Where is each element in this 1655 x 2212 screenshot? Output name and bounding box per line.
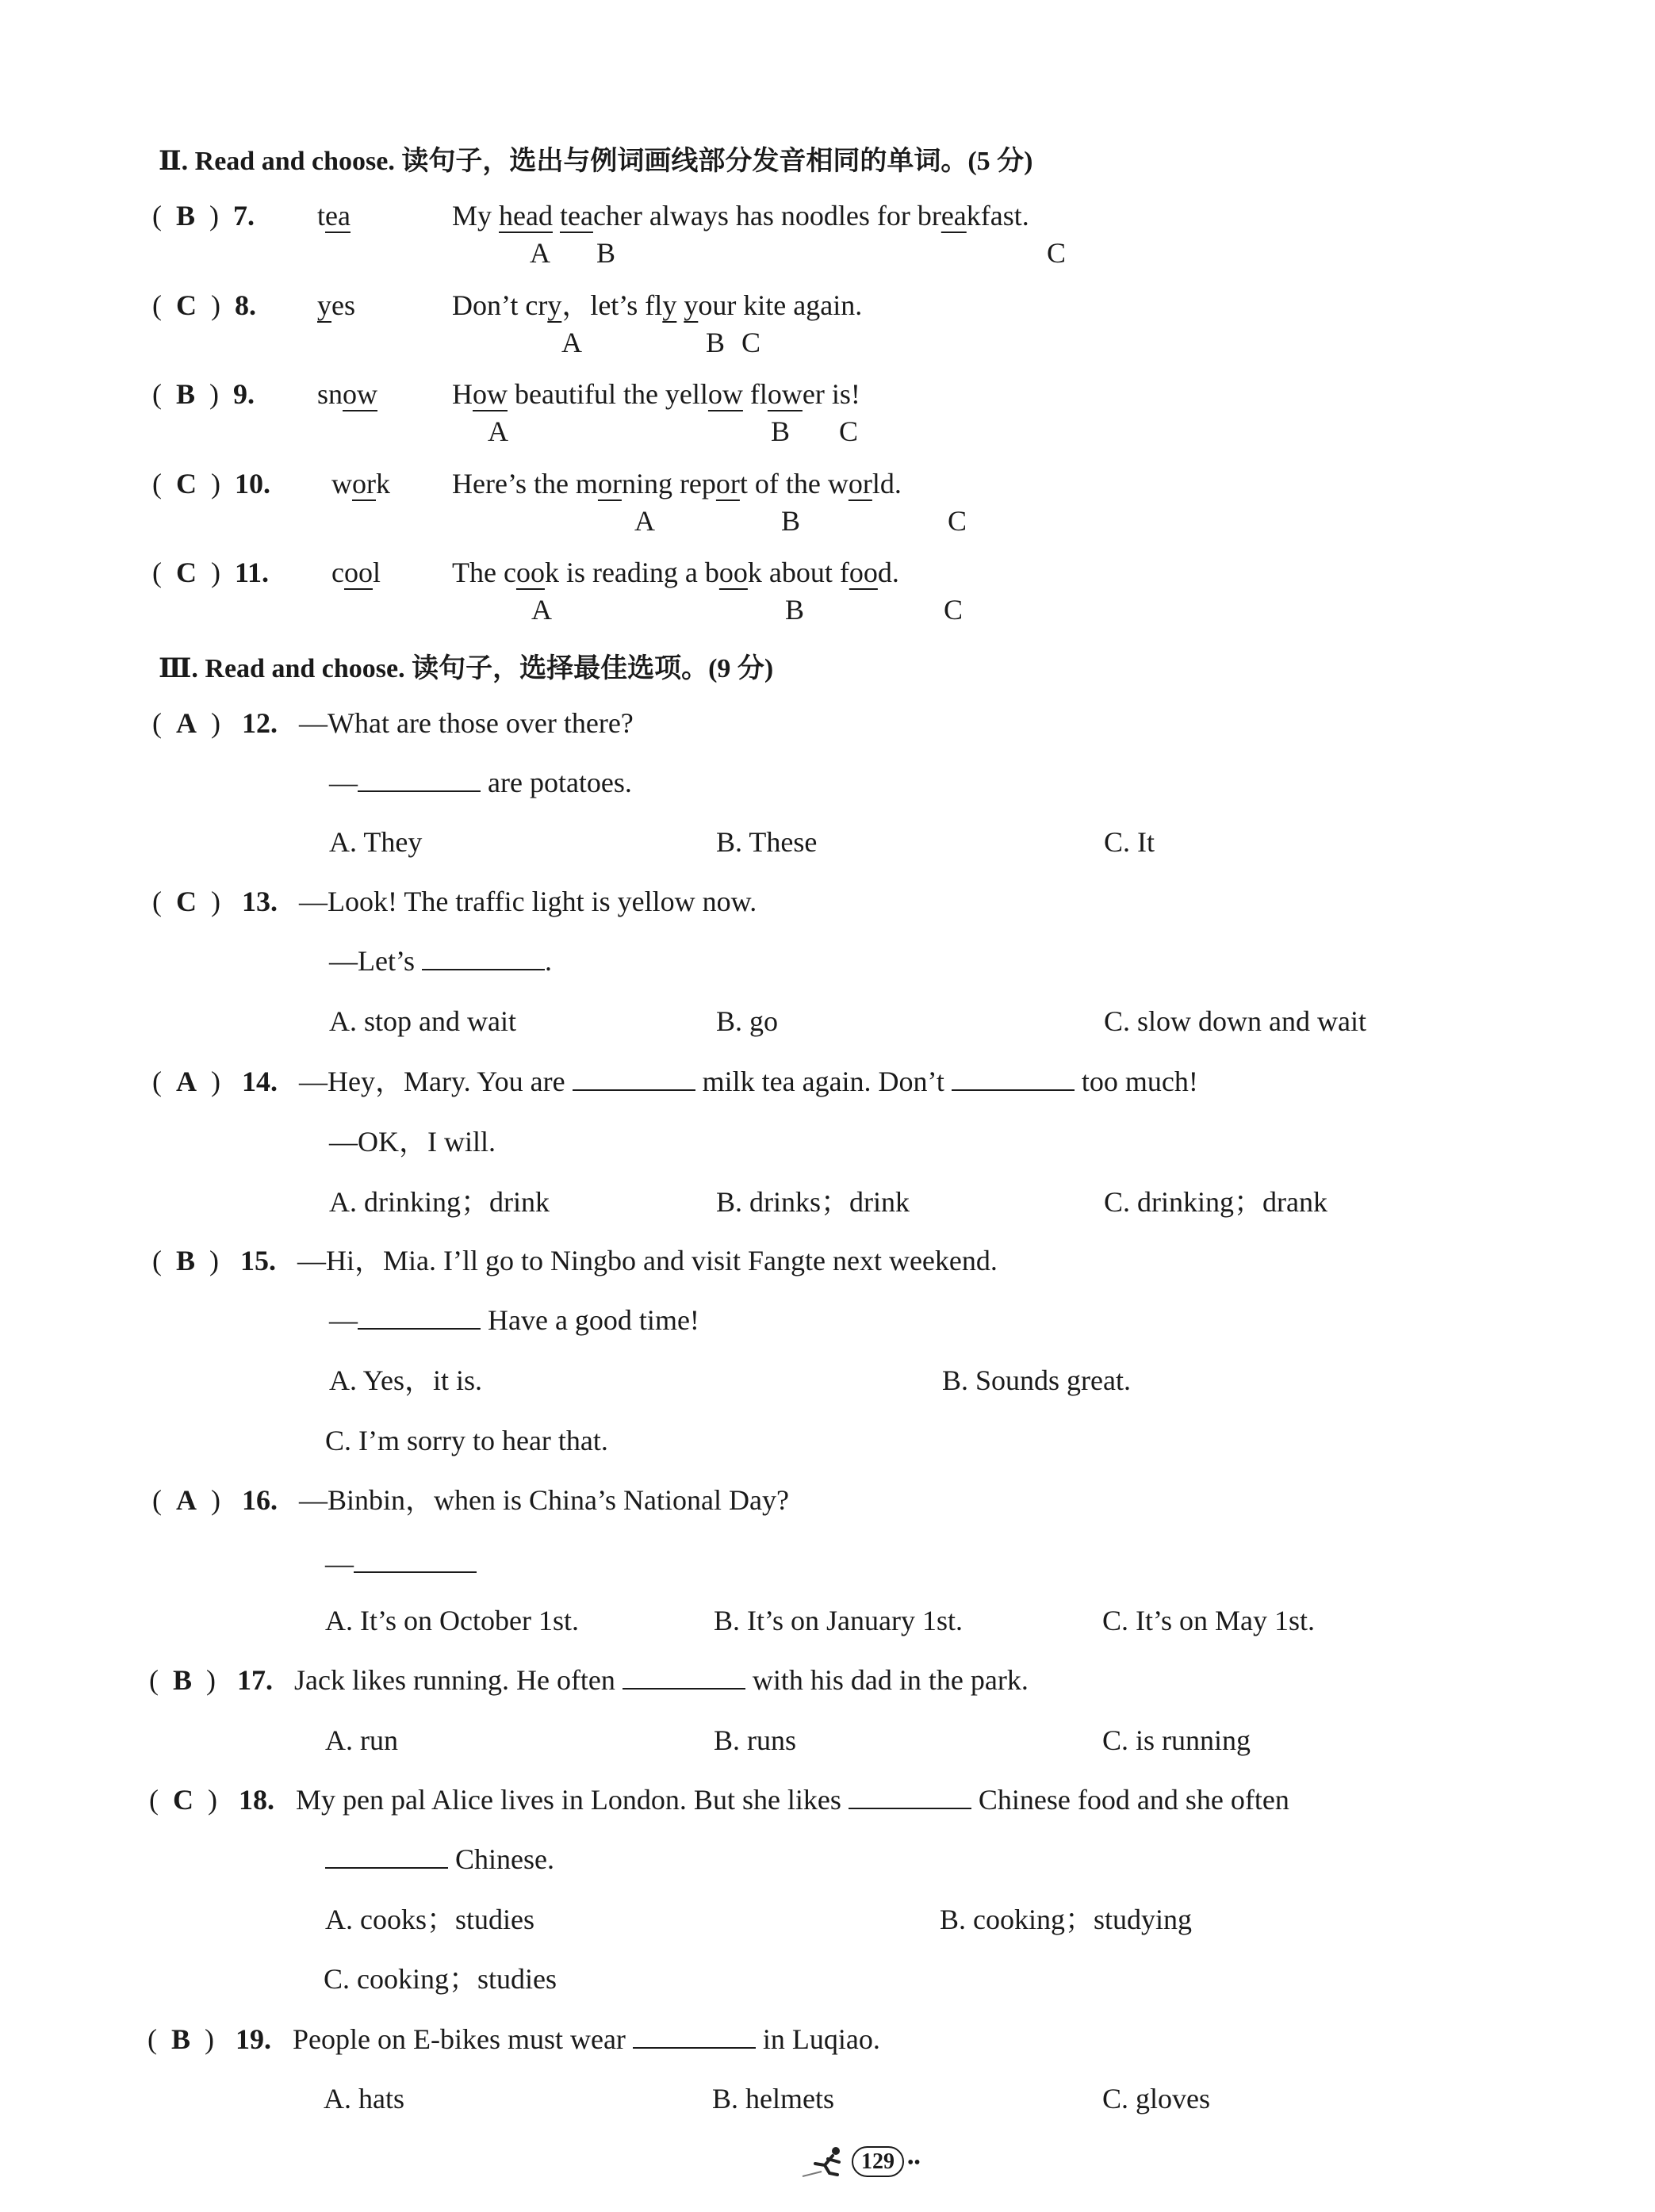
option-b: B. drinks；drink	[716, 1186, 910, 1218]
page-number: 129	[852, 2146, 904, 2177]
question-13: ( C ) 13. —Look! The traffic light is yellow now.	[152, 886, 757, 917]
answer: C	[176, 886, 197, 917]
sentence: My head teacher always has noodles for breakfast.	[452, 200, 1029, 232]
section-3-title: Ⅲ. Read and choose. 读句子，选择最佳选项。(9 分)	[159, 654, 774, 683]
underlined-part: tea	[559, 200, 593, 232]
option-label-c: C	[948, 505, 967, 537]
blank	[573, 1066, 695, 1091]
option-a: A. They	[329, 826, 423, 858]
option-a: A. cooks；studies	[325, 1904, 534, 1935]
question-16: ( A ) 16. —Binbin，when is China’s National Day?	[152, 1484, 789, 1516]
answer: C	[173, 1784, 193, 1816]
option-c: C. is running	[1102, 1724, 1251, 1756]
example-word: yes	[317, 289, 355, 321]
underlined-part: y	[547, 289, 562, 321]
option-label-c: C	[1047, 237, 1067, 269]
question-12-line2: — are potatoes.	[329, 767, 632, 798]
option-label-c: C	[741, 327, 761, 358]
option-label-b: B	[771, 415, 791, 447]
option-c: C. It	[1104, 826, 1155, 858]
underlined-part: or	[848, 468, 872, 499]
option-b: B. cooking；studying	[940, 1904, 1193, 1935]
option-a: A. It’s on October 1st.	[325, 1605, 579, 1636]
question-line: —Look! The traffic light is yellow now.	[299, 886, 757, 917]
example-word: work	[331, 468, 390, 499]
option-label-b: B	[596, 237, 616, 269]
answer: A	[176, 1066, 197, 1097]
option-c: C. It’s on May 1st.	[1102, 1605, 1316, 1636]
underlined-part: oo	[849, 557, 878, 588]
option-label-a: A	[531, 594, 552, 626]
runner-logo-icon	[801, 2145, 849, 2179]
question-18-line2: Chinese.	[325, 1842, 554, 1877]
answer: C	[176, 557, 197, 588]
option-label-c: C	[944, 594, 964, 626]
option-a: A. run	[325, 1724, 398, 1756]
option-c: C. drinking；drank	[1104, 1186, 1327, 1218]
underlined-part: ow	[767, 378, 803, 410]
option-label-a: A	[634, 505, 655, 537]
question-17: ( B ) 17. Jack likes running. He often with his dad in the park.	[149, 1664, 1029, 1696]
option-c: C. slow down and wait	[1104, 1005, 1366, 1037]
question-13-line2: —Let’s .	[329, 945, 552, 977]
option-a: A. Yes，it is.	[329, 1364, 483, 1396]
underlined-part: oo	[515, 557, 545, 588]
example-word: snow	[317, 378, 378, 410]
sentence: Don’t cry，let’s fly your kite again.	[452, 289, 863, 321]
answer: B	[173, 1664, 193, 1696]
example-word: cool	[331, 557, 381, 588]
underlined-part: oo	[718, 557, 748, 588]
blank	[422, 945, 545, 970]
underlined-part: ea	[941, 200, 967, 232]
question-15-line2: — Have a good time!	[329, 1304, 699, 1336]
blank	[623, 1664, 745, 1690]
option-label-a: A	[488, 415, 508, 447]
option-a: A. hats	[324, 2083, 404, 2114]
section-2-question: ( C ) 11.	[152, 557, 270, 588]
question-18: ( C ) 18. My pen pal Alice lives in London. But she likes Chinese food and she often	[149, 1784, 1289, 1816]
option-label-b: B	[781, 505, 801, 537]
underlined-part: ea	[325, 200, 351, 232]
blank	[633, 2023, 756, 2049]
option-label-a: A	[561, 327, 582, 358]
answer: A	[176, 707, 197, 739]
blank	[952, 1066, 1075, 1091]
option-b: B. runs	[714, 1724, 797, 1756]
underlined-part: head	[499, 200, 553, 232]
option-a: A. stop and wait	[329, 1005, 516, 1037]
blank	[358, 767, 481, 792]
answer: C	[176, 468, 197, 499]
answer: B	[171, 2023, 191, 2055]
question-number: 11.	[235, 557, 270, 588]
option-c: C. cooking；studies	[324, 1963, 557, 1995]
question-number: 7.	[233, 200, 255, 232]
underlined-part: or	[352, 468, 376, 499]
question-number: 8.	[235, 289, 256, 321]
blank	[354, 1548, 477, 1573]
question-14: ( A ) 14. —Hey，Mary. You are milk tea again. Don’t too much!	[152, 1066, 1198, 1097]
option-label-c: C	[839, 415, 859, 447]
answer: C	[176, 289, 197, 321]
option-label-b: B	[706, 327, 726, 358]
section-2-question: ( C ) 10.	[152, 468, 270, 499]
question-number: 9.	[233, 378, 255, 410]
option-b: B. These	[716, 826, 818, 858]
example-word: tea	[317, 200, 351, 232]
section-2-question: ( B ) 9.	[152, 378, 255, 410]
answer: B	[176, 378, 196, 410]
underlined-part: ow	[707, 378, 743, 410]
answer: B	[176, 1245, 196, 1276]
underlined-part: y	[684, 289, 699, 321]
underlined-part: y	[317, 289, 331, 321]
underlined-part: oo	[343, 557, 373, 588]
blank	[849, 1784, 971, 1809]
option-b: B. go	[716, 1005, 779, 1037]
underlined-part: or	[597, 468, 622, 499]
option-b: B. Sounds great.	[942, 1364, 1131, 1396]
question-number: 10.	[235, 468, 270, 499]
section-2-title: Ⅱ. Read and choose. 读句子，选出与例词画线部分发音相同的单词。(5 分)	[159, 147, 1033, 176]
question-16-line2: —	[325, 1546, 477, 1581]
option-label-a: A	[530, 237, 550, 269]
question-15: ( B ) 15. —Hi，Mia. I’ll go to Ningbo and visit Fangte next weekend.	[152, 1245, 998, 1276]
blank	[325, 1843, 448, 1869]
question-14-line2: —OK，I will.	[329, 1126, 496, 1158]
page-footer	[801, 2145, 921, 2186]
sentence: The cook is reading a book about food.	[452, 557, 899, 588]
underlined-part: ow	[473, 378, 508, 410]
underlined-part: y	[662, 289, 677, 321]
option-b: B. helmets	[712, 2083, 834, 2114]
answer: B	[176, 200, 196, 232]
option-c: C. gloves	[1102, 2083, 1211, 2114]
option-c: C. I’m sorry to hear that.	[325, 1425, 608, 1456]
blank	[358, 1304, 481, 1330]
question-line: —What are those over there?	[299, 707, 634, 739]
sentence: Here’s the morning report of the world.	[452, 468, 902, 499]
question-line: —Binbin，when is China’s National Day?	[299, 1484, 789, 1516]
option-label-b: B	[785, 594, 805, 626]
question-line: —Hi，Mia. I’ll go to Ningbo and visit Fangte next weekend.	[297, 1245, 998, 1276]
option-b: B. It’s on January 1st.	[714, 1605, 963, 1636]
question-12: ( A ) 12. —What are those over there?	[152, 707, 634, 739]
footer-dots: ••	[907, 2153, 921, 2173]
underlined-part: or	[715, 468, 740, 499]
question-19: ( B ) 19. People on E-bikes must wear in Luqiao.	[147, 2023, 880, 2055]
sentence: How beautiful the yellow flower is!	[452, 378, 860, 410]
section-2-question: ( C ) 8.	[152, 289, 256, 321]
answer: A	[176, 1484, 197, 1516]
underlined-part: ow	[343, 378, 378, 410]
option-a: A. drinking；drink	[329, 1186, 550, 1218]
section-2-question: ( B ) 7.	[152, 200, 255, 232]
